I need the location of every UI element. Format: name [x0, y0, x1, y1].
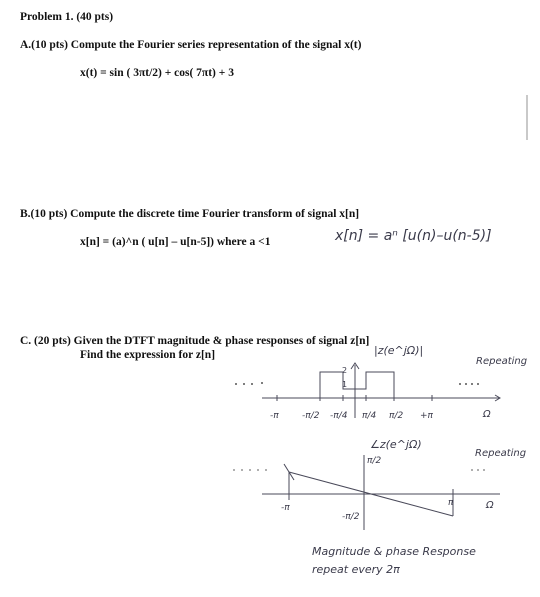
omega-label-bottom: Ω: [486, 500, 494, 511]
magnitude-repeat-dots-right: [459, 383, 479, 385]
magnitude-repeat-dots-left: [235, 382, 263, 385]
tick-label-pi-2: π/2: [389, 411, 404, 421]
part-a-heading: A.(10 pts) Compute the Fourier series representation of the signal x(t): [20, 39, 362, 51]
phase-plot: [262, 455, 500, 530]
part-b-equation: x[n] = (a)^n ( u[n] – u[n-5]) where a <1: [80, 236, 271, 248]
tick-label-pi-4: π/4: [362, 411, 377, 421]
part-a-equation: x(t) = sin ( 3πt/2) + cos( 7πt) + 3: [80, 67, 234, 79]
part-b-heading: B.(10 pts) Compute the discrete time Fourier transform of signal x[n]: [20, 208, 360, 220]
tick-label-minus-pi: -π: [270, 411, 279, 421]
part-c-heading: C. (20 pts) Given the DTFT magnitude & phase responses of signal z[n]: [20, 335, 370, 347]
tick-label-minus-pi-4: -π/4: [330, 411, 348, 421]
tick-label-plus-pi: +π: [420, 411, 433, 421]
problem-title: Problem 1. (40 pts): [20, 11, 114, 23]
phase-bottom-label: -π/2: [342, 512, 360, 522]
magnitude-plot: [262, 363, 500, 418]
phase-tick-minus-pi: -π: [281, 503, 290, 513]
magnitude-level-1-label: 1: [342, 380, 348, 389]
phase-repeat-dots-right: [471, 469, 485, 471]
repeating-label-bottom: Repeating: [475, 448, 527, 459]
part-b-handwritten-answer: x[n] = aⁿ [u(n)–u(n-5)]: [335, 228, 492, 244]
handwritten-note-line-1: Magnitude & phase Response: [312, 545, 476, 558]
magnitude-level-2-label: 2: [342, 366, 348, 375]
repeating-label-top: Repeating: [476, 356, 528, 367]
magnitude-title: |z(e^jΩ)|: [374, 344, 424, 357]
phase-repeat-dots-left: [233, 469, 267, 471]
omega-label-top: Ω: [483, 409, 491, 420]
phase-title: ∠z(e^jΩ): [370, 438, 422, 451]
tick-label-minus-pi-2: -π/2: [302, 411, 320, 421]
part-c-subheading: Find the expression for z[n]: [80, 349, 216, 361]
phase-tick-pi: π: [448, 498, 454, 508]
phase-top-label: π/2: [367, 456, 382, 466]
handwritten-note-line-2: repeat every 2π: [312, 563, 400, 576]
magnitude-response-curve: [320, 372, 394, 398]
